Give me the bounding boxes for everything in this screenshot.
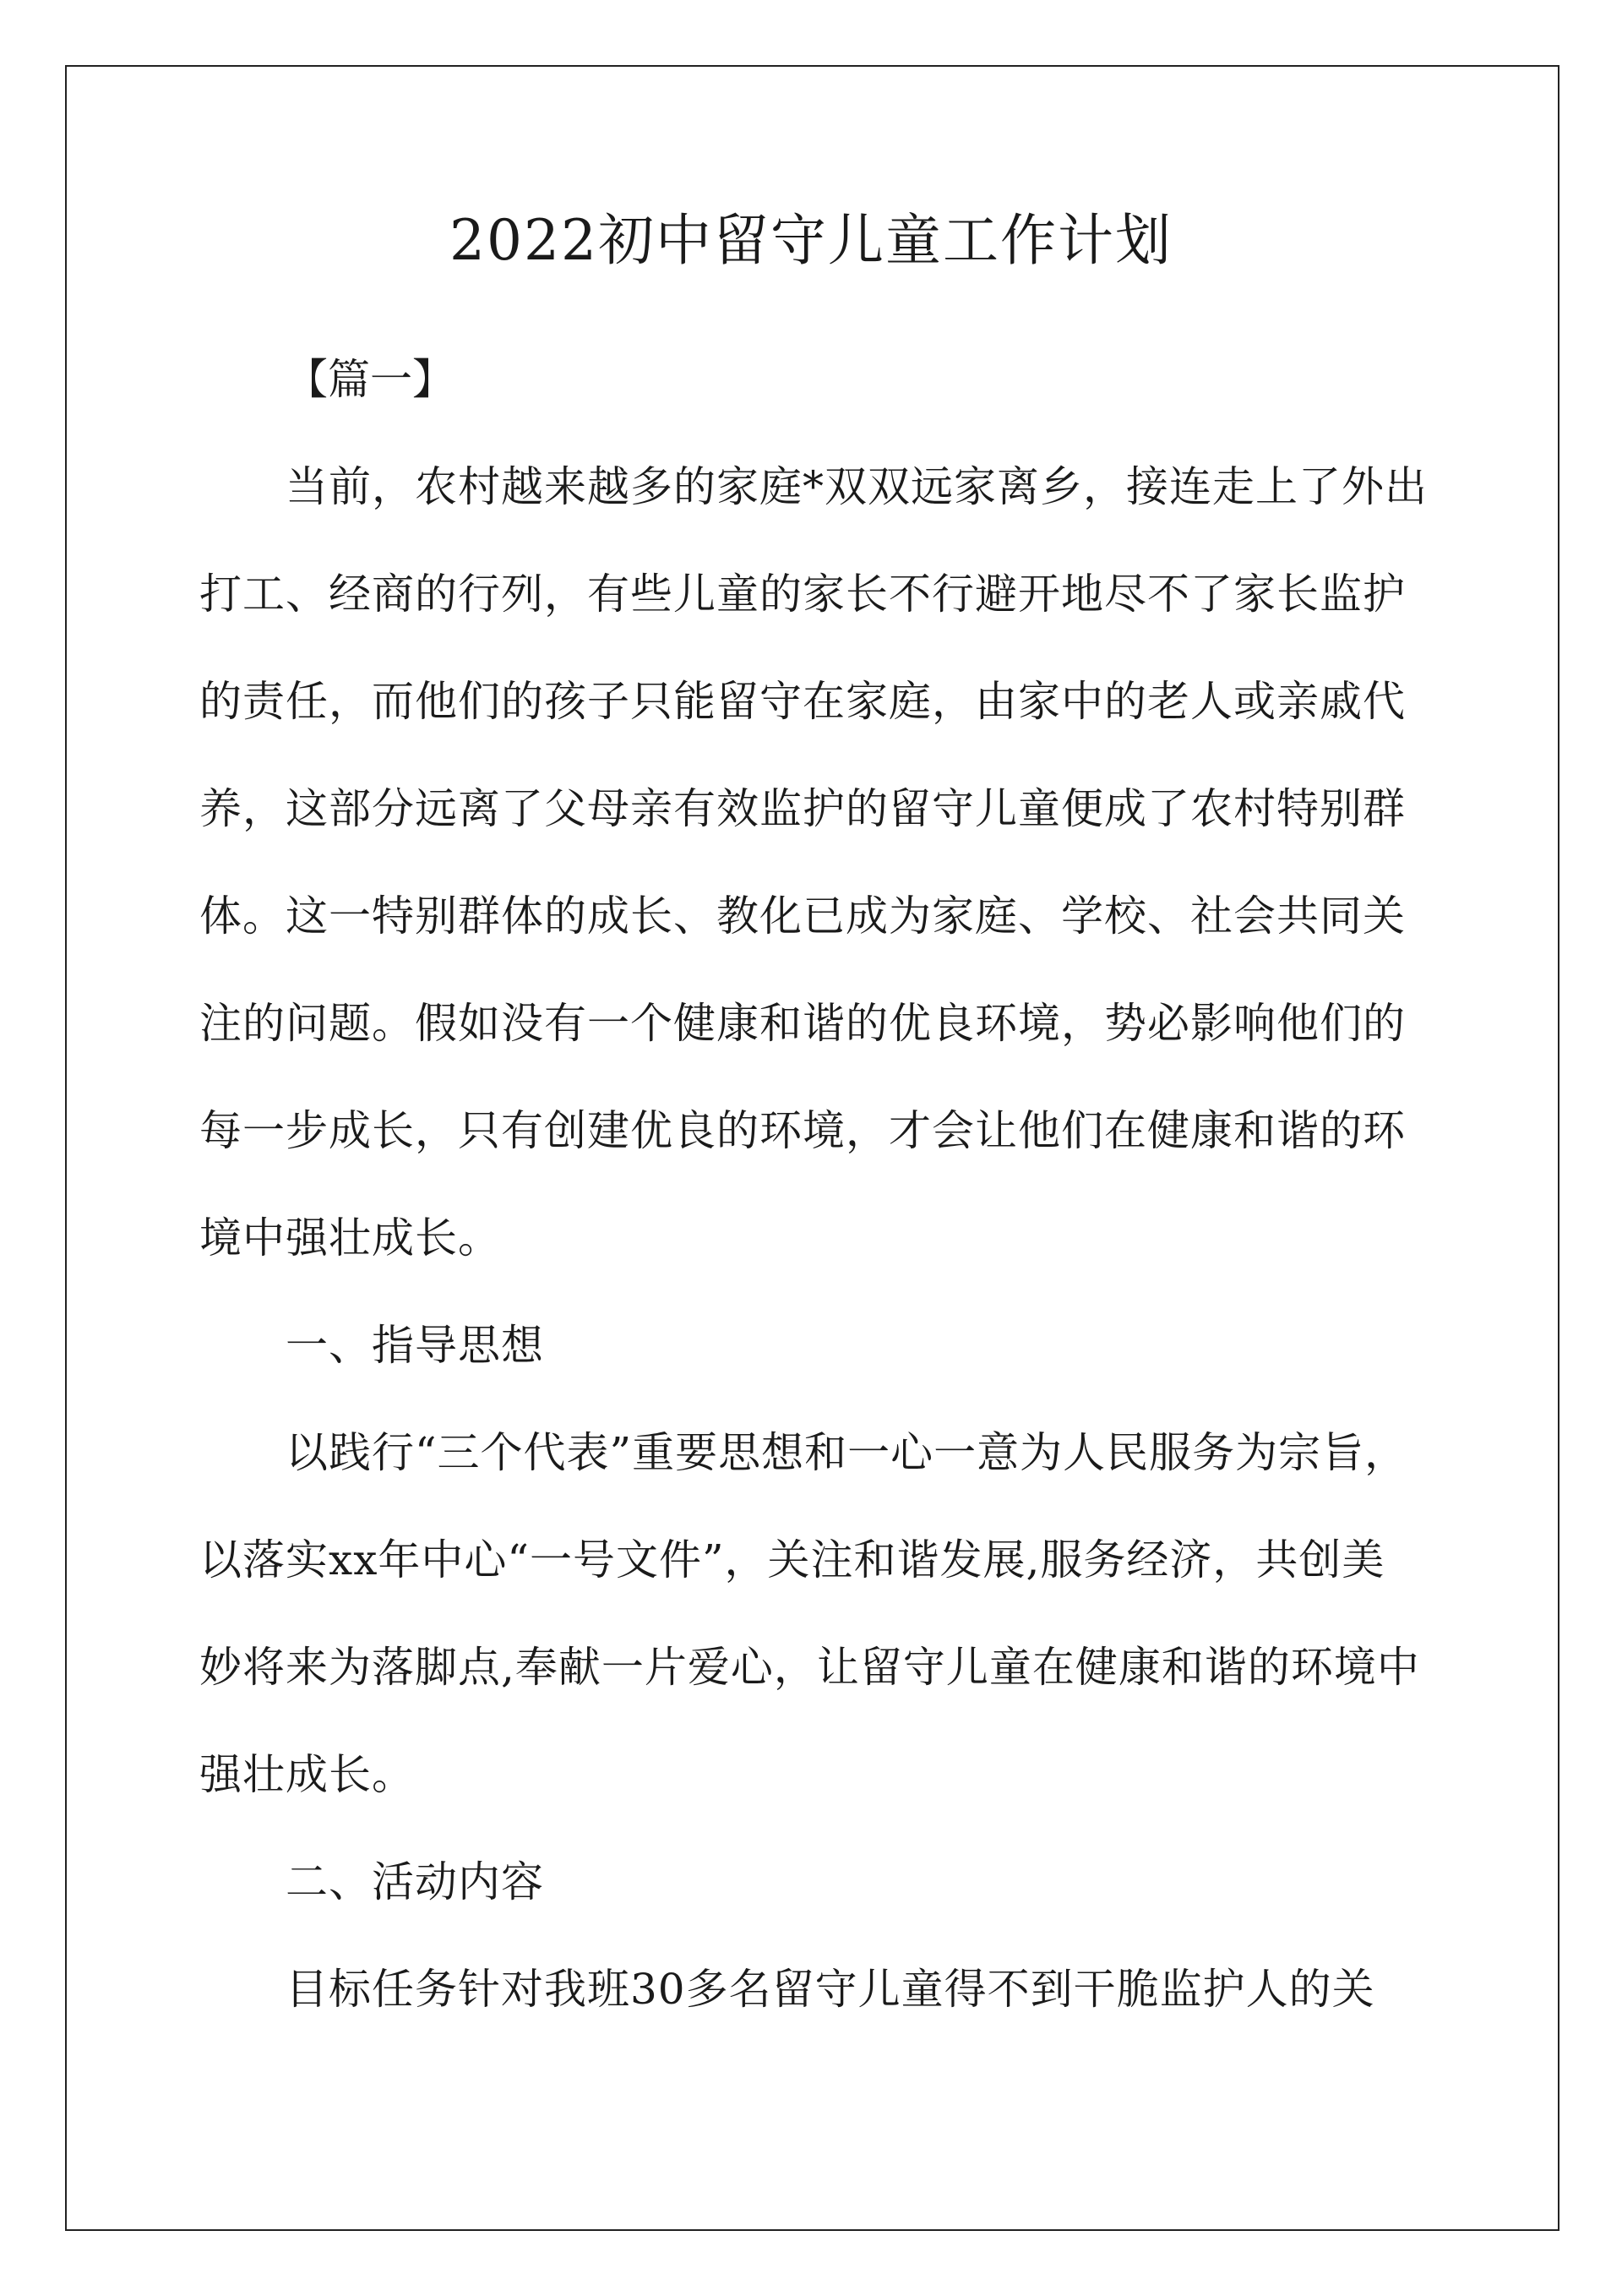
paragraph-line: 以践行“三个代表”重要思想和一心一意为人民服务为宗旨，	[286, 1428, 1408, 1477]
section-tag: 【篇一】	[286, 355, 454, 404]
paragraph-line: 以落实xx年中心“一号文件”，关注和谐发展,服务经济，共创美	[199, 1535, 1385, 1584]
paragraph-line: 注的问题。假如没有一个健康和谐的优良环境，势必影响他们的	[199, 999, 1406, 1048]
paragraph-line: 养，这部分远离了父母亲有效监护的留守儿童便成了农村特别群	[199, 784, 1406, 833]
section-heading: 一、指导思想	[286, 1321, 544, 1370]
paragraph-line: 体。这一特别群体的成长、教化已成为家庭、学校、社会共同关	[199, 892, 1406, 941]
section-heading: 二、活动内容	[286, 1857, 544, 1906]
paragraph-line: 每一步成长，只有创建优良的环境，才会让他们在健康和谐的环	[199, 1106, 1406, 1155]
paragraph-line: 妙将来为落脚点,奉献一片爱心，让留守儿童在健康和谐的环境中	[199, 1643, 1420, 1692]
paragraph-line: 强壮成长。	[199, 1750, 415, 1799]
paragraph-line: 的责任，而他们的孩子只能留守在家庭，由家中的老人或亲戚代	[199, 677, 1406, 726]
paragraph-line: 打工、经商的行列，有些儿童的家长不行避开地尽不了家长监护	[199, 570, 1406, 619]
paragraph-line: 当前，农村越来越多的家庭*双双远家离乡，接连走上了外出	[286, 462, 1428, 511]
document-title: 2022初中留守儿童工作计划	[449, 208, 1173, 273]
paragraph-line: 境中强壮成长。	[199, 1213, 501, 1263]
paragraph-line: 目标任务针对我班30多名留守儿童得不到干脆监护人的关	[286, 1965, 1375, 2014]
